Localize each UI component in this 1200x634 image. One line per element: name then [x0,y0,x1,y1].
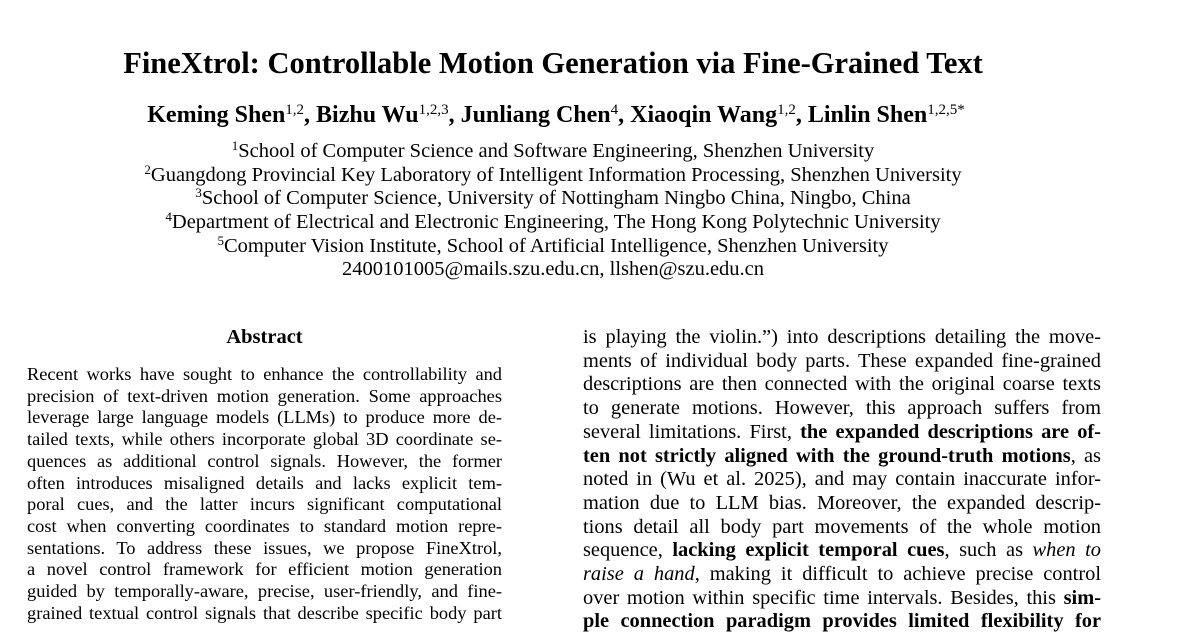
abstract-line: a novel control framework for efficient motion generation [27,559,502,580]
text-run: , such as [944,539,1033,562]
text-run: is playing the violin.”) into descriptions detailing the move- [583,326,1101,348]
bold-text-run: ple connection paradigm provides limited flexibility for [583,610,1101,633]
text-run: mation due to LLM bias. Moreover, the expanded descrip- [583,491,1101,514]
author-3: Junliang Chen$^4$, [460,102,631,128]
abstract-line: sentations. To address these issues, we propose FineXtrol, [27,537,502,558]
italic-text-run: raise a hand [583,563,695,586]
author-list [0,102,1112,129]
author-emails: 2400101005@mails.szu.edu.cn, llshen@szu.edu.cn [341,258,765,280]
author-2: Bizhu Wu$^{1,2,3}$, [316,102,461,128]
affiliation-2: $^2$Guangdong Provincial Key Laboratory of Intelligent Information Processing, Shenzhen University [144,161,962,186]
body-line [583,350,1101,374]
body-line [583,326,1101,350]
paper-title: FineXtrol: Controllable Motion Generation via Fine-Grained Text [123,46,983,80]
body-line [583,563,1101,587]
text-run: , as [1070,444,1101,467]
body-line [583,397,1101,421]
introduction-body [583,326,1101,634]
affiliation-1: $^1$School of Computer Science and Software Engineering, Shenzhen University [231,138,875,162]
abstract-line: tailed texts, while others incorporate global 3D coordinate se- [27,429,502,450]
text-run: descriptions are then connected with the original coarse texts [583,373,1101,396]
abstract-line: often introduces misaligned details and lacks explicit tem- [27,472,502,493]
text-run: ments of individual body parts. These expanded fine-grained [583,349,1101,372]
abstract-line: guided by temporally-aware, precise, user-friendly, and fine- [27,581,502,602]
text-run: tions detail all body part movements of the whole motion [583,515,1101,538]
abstract-line: Recent works have sought to enhance the controllability and [27,364,502,384]
affiliation-5: $^5$Computer Vision Institute, School of Artificial Intelligence, Shenzhen University [217,232,889,257]
abstract-line: cost when converting coordinates to standard motion repre- [27,515,502,536]
bold-text-run: ten not strictly aligned with the ground-truth motions [583,444,1071,467]
author-4: Xiaoqin Wang$^{1,2}$, [630,102,808,128]
body-line [583,373,1101,397]
abstract-line: grained textual control signals that describe specific body part [27,602,502,623]
text-run: several limitations. First, [583,420,801,443]
italic-text-run: when to [1032,539,1101,562]
body-line [583,492,1101,516]
affiliation-4: $^4$Department of Electrical and Electronic Engineering, The Hong Kong Polytechnic University [165,209,941,233]
abstract-body [27,364,502,624]
text-run: to generate motions. However, this approach suffers from [583,397,1101,420]
abstract-line: quences as additional control signals. However, the former [27,450,502,471]
author-1: Keming Shen$^{1,2}$, [147,102,317,128]
text-run: over motion within specific time intervals. Besides, this [583,586,1064,609]
bold-text-run: the expanded descriptions are of- [800,420,1101,443]
abstract-line: leverage large language models (LLMs) to produce more de- [27,407,502,428]
body-line [583,468,1101,492]
body-line [583,587,1101,611]
author-5: Linlin Shen$^{1,2,5*}$ [807,102,965,128]
body-line [583,610,1101,634]
abstract-heading: Abstract [226,326,303,348]
text-run: sequence, [583,539,673,562]
body-line [583,516,1101,540]
text-run: , making it difficult to achieve precise control [694,563,1101,586]
body-line [583,445,1101,469]
body-line [583,539,1101,563]
abstract-line: precision of text-driven motion generation. Some approaches [27,385,502,406]
abstract-line: poral cues, and the latter incurs significant computational [27,494,502,515]
affiliation-3: $^3$School of Computer Science, University of Nottingham Ningbo China, Ningbo, China [195,185,911,209]
body-line [583,421,1101,445]
bold-text-run: lacking explicit temporal cues [672,539,945,562]
text-run: noted in (Wu et al. 2025), and may contain inaccurate infor- [583,468,1101,491]
bold-text-run: sim- [1063,586,1101,609]
